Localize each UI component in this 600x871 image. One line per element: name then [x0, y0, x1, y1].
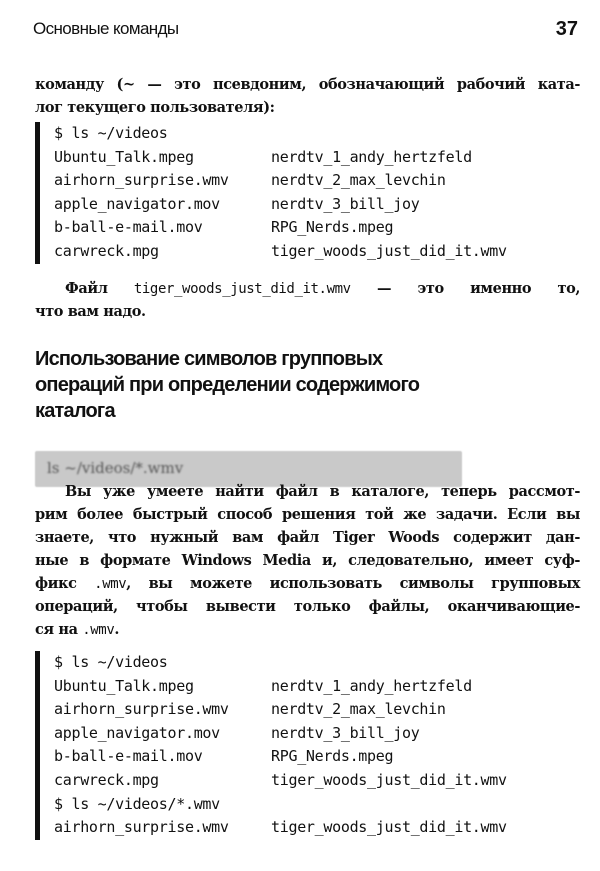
filename: apple_navigator.mov	[54, 723, 220, 742]
paragraph-1	[35, 73, 580, 119]
filename: nerdtv_1_andy_hertzfeld	[271, 676, 472, 695]
text: .	[114, 621, 120, 638]
paragraph-3	[35, 480, 580, 641]
code-row	[54, 146, 507, 170]
text-line: ные в формате Windows Media и, следовательно, имеет суф-	[35, 552, 580, 569]
code-command: $ ls ~/videos	[54, 653, 168, 671]
text: , вы можете использовать символы групповых	[126, 575, 580, 592]
text-line: команду (~ — это псевдоним, обозначающий рабочий ката-	[35, 76, 580, 93]
code-row	[54, 769, 507, 793]
filename: nerdtv_2_max_levchin	[271, 171, 446, 190]
text-line	[35, 572, 580, 595]
filename: RPG_Nerds.mpeg	[271, 218, 394, 237]
section-heading	[35, 346, 419, 424]
heading-line: каталога	[35, 400, 115, 422]
inline-code: tiger_woods_just_did_it.wmv	[133, 281, 351, 297]
heading-line: операций при определении содержимого	[35, 374, 420, 396]
command-summary: ls ~/videos/*.wmv	[47, 459, 184, 477]
code-row	[54, 216, 507, 240]
filename: tiger_woods_just_did_it.wmv	[271, 770, 507, 789]
filename: RPG_Nerds.mpeg	[271, 747, 394, 766]
filename: b-ball-e-mail.mov	[54, 747, 203, 766]
code-block-1	[35, 122, 507, 264]
code-command: $ ls ~/videos/*.wmv	[54, 794, 220, 813]
text-line: операций, чтобы вывести только файлы, оканчивающие-	[35, 598, 580, 615]
code-row	[54, 816, 507, 840]
text-line: Вы уже умеете найти файл в каталоге, теперь рассмот-	[65, 483, 580, 500]
running-header: Основные команды	[33, 19, 179, 38]
filename: airhorn_surprise.wmv	[54, 818, 229, 837]
code-row	[54, 698, 507, 722]
text-line	[35, 277, 580, 300]
code-row	[54, 240, 507, 264]
code-row	[54, 675, 507, 699]
code-row	[54, 722, 507, 746]
filename: nerdtv_3_bill_joy	[271, 723, 420, 742]
inline-code: .wmv	[82, 622, 115, 638]
filename: Ubuntu_Talk.mpeg	[54, 676, 194, 695]
filename: airhorn_surprise.wmv	[54, 171, 229, 190]
code-row	[54, 193, 507, 217]
filename: nerdtv_1_andy_hertzfeld	[271, 147, 472, 166]
filename: carwreck.mpg	[54, 241, 159, 260]
filename: nerdtv_3_bill_joy	[271, 194, 420, 213]
filename: carwreck.mpg	[54, 770, 159, 789]
code-block-2	[35, 651, 507, 840]
page-number: 37	[555, 18, 578, 40]
text-line: рим более быстрый способ решения той же задачи. Если вы	[35, 506, 580, 523]
text: Файл	[65, 280, 134, 297]
code-command: $ ls ~/videos	[54, 124, 168, 142]
filename: nerdtv_2_max_levchin	[271, 700, 446, 719]
text: фикс	[35, 575, 95, 592]
text-line: знаете, что нужный вам файл Tiger Woods содержит дан-	[35, 529, 580, 546]
text: ся на	[35, 621, 83, 638]
text-line: что вам надо.	[35, 303, 146, 320]
heading-line: Использование символов групповых	[35, 348, 383, 370]
text-line	[35, 618, 580, 641]
code-row	[54, 169, 507, 193]
inline-code: .wmv	[94, 576, 127, 592]
text-line: лог текущего пользователя):	[35, 99, 275, 116]
filename: airhorn_surprise.wmv	[54, 700, 229, 719]
filename: apple_navigator.mov	[54, 194, 220, 213]
text: — это именно то,	[350, 280, 580, 297]
paragraph-2	[35, 277, 580, 323]
filename: b-ball-e-mail.mov	[54, 218, 203, 237]
filename: tiger_woods_just_did_it.wmv	[271, 241, 507, 260]
code-row	[54, 745, 507, 769]
filename: tiger_woods_just_did_it.wmv	[271, 818, 507, 837]
filename: Ubuntu_Talk.mpeg	[54, 147, 194, 166]
